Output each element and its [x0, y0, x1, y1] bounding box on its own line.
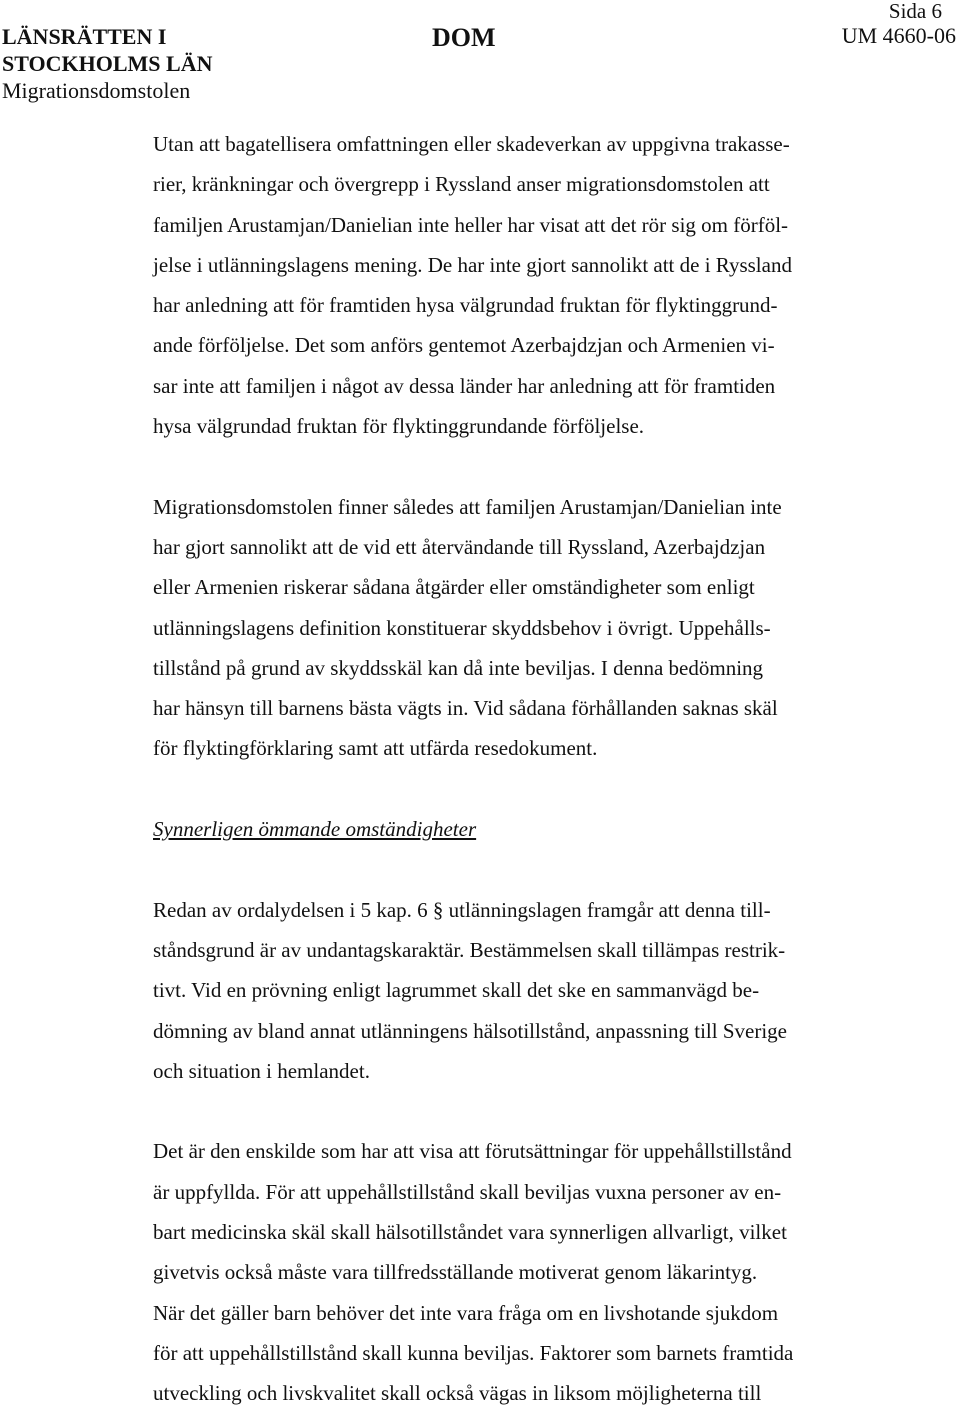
case-number: UM 4660-06 — [841, 23, 956, 48]
text-line: sar inte att familjen i något av dessa länder har anledning att för framtiden — [153, 373, 776, 398]
text-line: ståndsgrund är av undantagskaraktär. Bestämmelsen skall tillämpas restrik- — [153, 937, 786, 962]
paragraph-gap — [153, 849, 873, 889]
text-line: När det gäller barn behöver det inte vara fråga om en livshotande sjukdom — [153, 1300, 779, 1325]
text-line: utveckling och livskvalitet skall också vägas in liksom möjligheterna till — [153, 1381, 762, 1406]
paragraph — [153, 890, 873, 1091]
text-line: hysa välgrundad fruktan för flyktinggrundande förföljelse. — [153, 414, 645, 439]
court-name-line1: LÄNSRÄTTEN I — [2, 24, 167, 49]
text-line: rier, kränkningar och övergrepp i Ryssland anser migrationsdomstolen att — [153, 172, 770, 197]
text-line: dömning av bland annat utlänningens hälsotillstånd, anpassning till Sverige — [153, 1018, 787, 1043]
document-body — [153, 124, 873, 1414]
text-line: och situation i hemlandet. — [153, 1058, 370, 1083]
page-number: Sida 6 — [888, 0, 942, 23]
document-type: DOM — [432, 23, 496, 52]
text-line: familjen Arustamjan/Danielian inte heller har visat att det rör sig om förföl- — [153, 212, 789, 237]
text-line: jelse i utlänningslagens mening. De har inte gjort sannolikt att de i Ryssland — [153, 252, 792, 277]
text-line: utlänningslagens definition konstituerar skyddsbehov i övrigt. Uppehålls- — [153, 615, 771, 640]
text-line: har anledning att för framtiden hysa välgrundad fruktan för flyktinggrund- — [153, 293, 778, 318]
text-line: har hänsyn till barnens bästa vägts in. Vid sådana förhållanden saknas skäl — [153, 696, 778, 721]
text-line: tivt. Vid en prövning enligt lagrummet skall det ske en sammanvägd be- — [153, 978, 760, 1003]
heading-line — [153, 809, 873, 849]
paragraph-gap — [153, 769, 873, 809]
text-line: ande förföljelse. Det som anförs gentemot Azerbajdzjan och Armenien vi- — [153, 333, 775, 358]
text-line: eller Armenien riskerar sådana åtgärder eller omständigheter som enligt — [153, 575, 755, 600]
text-line: Migrationsdomstolen finner således att familjen Arustamjan/Danielian inte — [153, 494, 782, 519]
section-heading: Synnerligen ömmande omständigheter — [153, 817, 477, 842]
text-line: är uppfyllda. För att uppehållstillstånd skall beviljas vuxna personer av en- — [153, 1179, 782, 1204]
paragraph — [153, 1131, 873, 1413]
paragraph — [153, 487, 873, 769]
paragraph — [153, 124, 873, 446]
department-name: Migrationsdomstolen — [2, 78, 191, 103]
text-line: bart medicinska skäl skall hälsotillståndet vara synnerligen allvarligt, vilket — [153, 1220, 787, 1245]
text-line: tillstånd på grund av skyddsskäl kan då inte beviljas. I denna bedömning — [153, 655, 764, 680]
text-line: givetvis också måste vara tillfredsställande motiverat genom läkarintyg. — [153, 1260, 758, 1285]
text-line: Utan att bagatellisera omfattningen eller skadeverkan av uppgivna trakasse- — [153, 132, 790, 156]
text-line: för flyktingförklaring samt att utfärda resedokument. — [153, 736, 598, 761]
text-line: har gjort sannolikt att de vid ett återvändande till Ryssland, Azerbajdzjan — [153, 534, 766, 559]
text-line: för att uppehållstillstånd skall kunna beviljas. Faktorer som barnets framtida — [153, 1340, 794, 1365]
text-line: Redan av ordalydelsen i 5 kap. 6 § utlänningslagen framgår att denna till- — [153, 897, 771, 922]
paragraph-gap — [153, 446, 873, 486]
text-line: Det är den enskilde som har att visa att förutsättningar för uppehållstillstånd — [153, 1139, 792, 1164]
court-name-line2: STOCKHOLMS LÄN — [2, 51, 213, 76]
paragraph-gap — [153, 1091, 873, 1131]
court-name — [2, 23, 212, 77]
